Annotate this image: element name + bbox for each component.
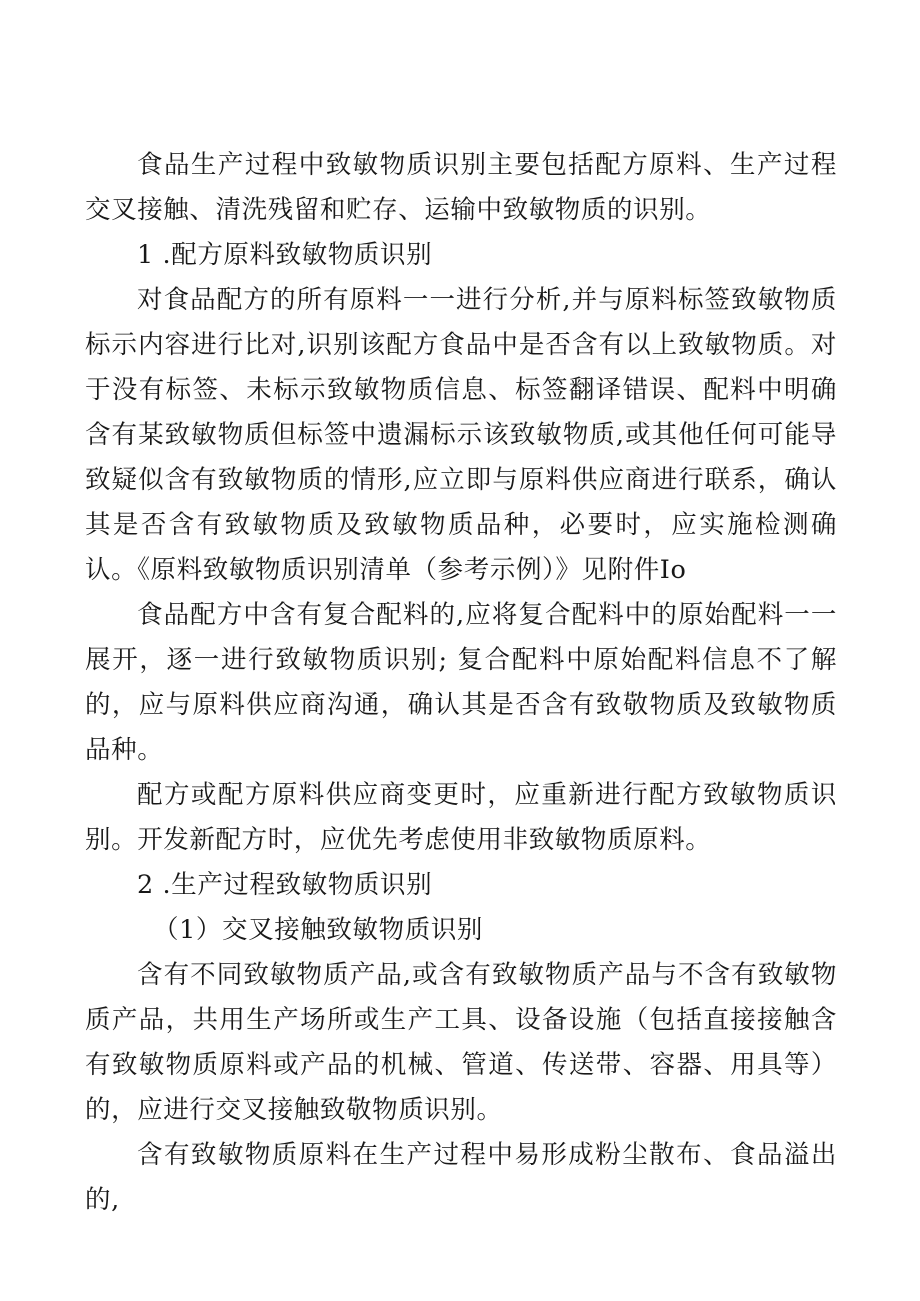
paragraph-shared-equipment: 含有不同致敏物质产品,或含有致敏物质产品与不含有致敏物质产品，共用生产场所或生产工具、设备设施（包括直接接触含有致敏物质原料或产品的机械、管道、传送带、容器、用具等）的，应进行交叉接触致敬物质识别。	[85, 960, 837, 1125]
paragraph-compound-ingredients: 食品配方中含有复合配料的,应将复合配料中的原始配料一一展开，逐一进行致敏物质识别; 复合配料中原始配料信息不了解的，应与原料供应商沟通，确认其是否含有致敬物质及致敏物质品种。	[85, 600, 837, 765]
paragraph-dust-spill: 含有致敏物质原料在生产过程中易形成粉尘散布、食品溢出的,	[85, 1140, 837, 1215]
heading-production-allergen-identification: 2 .生产过程致敏物质识别	[137, 870, 433, 900]
subheading-cross-contact-identification: （1）交叉接触致敏物质识别	[153, 915, 484, 945]
paragraph-formula-analysis: 对食品配方的所有原料一一进行分析,并与原料标签致敏物质标示内容进行比对,识别该配方食品中是否含有以上致敏物质。对于没有标签、未标示致敏物质信息、标签翻译错误、配料中明确含有某致敏物质但标签中遗漏标示该致敏物质,或其他任何可能导致疑似含有致敏物质的情形,应立即与原料供应商进行联系，确认其是否含有致敏物质及致敏物质品种，必要时，应实施检测确认。《原料致敏物质识别清单（参考示例）》见附件Io	[85, 285, 837, 585]
paragraph-supplier-change: 配方或配方原料供应商变更时，应重新进行配方致敏物质识别。开发新配方时，应优先考虑使用非致敏物质原料。	[85, 780, 837, 855]
document-body	[85, 143, 837, 1223]
paragraph-intro: 食品生产过程中致敏物质识别主要包括配方原料、生产过程交叉接触、清洗残留和贮存、运输中致敏物质的识别。	[85, 150, 837, 225]
heading-formula-allergen-identification: 1 .配方原料致敏物质识别	[137, 240, 433, 270]
